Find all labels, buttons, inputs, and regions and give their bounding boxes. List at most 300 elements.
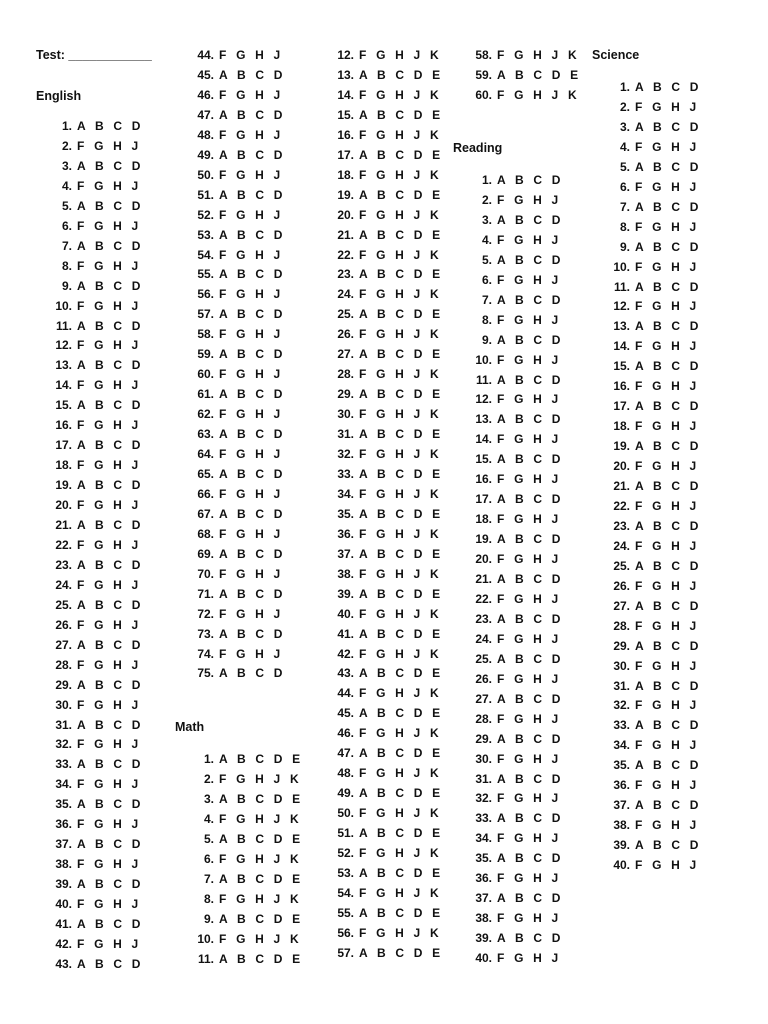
question-number: 4. xyxy=(61,178,72,193)
answer-row-math-12-18 xyxy=(332,165,442,185)
answer-choices: F G H J K xyxy=(359,885,442,900)
question-number: 3. xyxy=(481,212,492,227)
answer-row-english-1-34 xyxy=(52,774,141,794)
answer-row-math-12-48 xyxy=(332,763,442,783)
answer-row-math-reading-1-7 xyxy=(470,290,564,310)
question-number: 5. xyxy=(203,831,214,846)
answer-row-english-math-44-62 xyxy=(192,404,283,424)
question-number: 38. xyxy=(55,857,72,872)
answer-row-english-math-1-9 xyxy=(192,909,303,929)
answer-choices: F G H J xyxy=(635,299,700,314)
answer-choices: F G H J xyxy=(219,247,284,262)
answer-row-english-1-19 xyxy=(52,475,144,495)
answer-row-english-math-44-58 xyxy=(192,324,283,344)
question-number: 54. xyxy=(197,247,214,262)
answer-choices: F G H J xyxy=(497,831,562,846)
answer-row-english-1-2 xyxy=(52,136,141,156)
answer-choices: F G H J K xyxy=(359,207,442,222)
answer-row-english-math-44-63 xyxy=(192,424,286,444)
answer-choices: A B C D xyxy=(497,372,564,387)
answer-row-english-1-28 xyxy=(52,655,141,675)
answer-choices: F G H J xyxy=(497,312,562,327)
question-number: 24. xyxy=(613,538,630,553)
answer-row-math-reading-1-3 xyxy=(470,210,564,230)
answer-choices: A B C D xyxy=(77,358,144,373)
answer-row-english-math-44-44 xyxy=(192,45,283,65)
answer-choices: A B C D xyxy=(219,666,286,681)
answer-choices: F G H J xyxy=(497,392,562,407)
answer-row-english-math-1-6 xyxy=(192,849,302,869)
question-number: 13. xyxy=(475,412,492,427)
question-number: 41. xyxy=(55,917,72,931)
answer-choices: F G H J xyxy=(497,871,562,886)
answer-choices: A B C D xyxy=(635,159,702,174)
answer-row-english-1-15 xyxy=(52,395,144,415)
question-number: 19. xyxy=(475,532,492,547)
answer-choices: A B C D xyxy=(77,837,144,852)
question-number: 45. xyxy=(337,706,354,721)
answer-row-science-1-35 xyxy=(608,755,702,775)
answer-row-science-1-26 xyxy=(608,576,699,596)
answer-row-math-12-27 xyxy=(332,344,443,364)
question-number: 16. xyxy=(613,379,630,394)
question-number: 53. xyxy=(197,227,214,242)
answer-choices: A B C D xyxy=(497,891,564,906)
answer-row-math-12-29 xyxy=(332,384,443,404)
question-number: 24. xyxy=(475,631,492,646)
question-number: 19. xyxy=(337,187,354,202)
answer-row-math-reading-1-13 xyxy=(470,409,564,429)
answer-row-math-reading-1-1 xyxy=(470,170,564,190)
answer-row-science-1-18 xyxy=(608,416,699,436)
answer-choices: A B C D xyxy=(497,173,564,187)
answer-choices: F G H J K xyxy=(497,48,580,62)
answer-choices: F G H J xyxy=(219,48,284,62)
question-number: 39. xyxy=(55,877,72,892)
answer-row-science-1-31 xyxy=(608,676,702,696)
answer-row-math-reading-1-37 xyxy=(470,888,564,908)
answer-choices: F G H J K xyxy=(359,925,442,940)
question-number: 54. xyxy=(337,885,354,900)
question-number: 58. xyxy=(197,327,214,342)
answer-row-english-math-44-66 xyxy=(192,484,283,504)
answer-choices: A B C D xyxy=(77,797,144,812)
answer-row-math-12-42 xyxy=(332,644,442,664)
question-number: 53. xyxy=(337,865,354,880)
answer-row-math-reading-58-58 xyxy=(470,45,580,65)
answer-choices: F G H J xyxy=(635,698,700,713)
answer-choices: F G H J xyxy=(497,512,562,527)
answer-choices: F G H J xyxy=(77,777,142,792)
question-number: 23. xyxy=(55,557,72,572)
question-number: 43. xyxy=(55,956,72,971)
question-number: 11. xyxy=(55,318,72,333)
answer-row-science-1-40 xyxy=(608,855,699,875)
question-number: 7. xyxy=(203,871,214,886)
answer-row-english-math-44-69 xyxy=(192,544,286,564)
answer-choices: A B C D xyxy=(635,119,702,134)
question-number: 66. xyxy=(197,486,214,501)
question-number: 14. xyxy=(613,339,630,354)
question-number: 12. xyxy=(55,338,72,353)
answer-row-science-1-13 xyxy=(608,316,702,336)
answer-choices: F G H J xyxy=(635,618,700,633)
answer-row-math-12-22 xyxy=(332,245,442,265)
answer-choices: F G H J xyxy=(635,818,700,833)
answer-choices: A B C D xyxy=(497,611,564,626)
answer-choices: A B C D E xyxy=(219,871,304,886)
question-number: 68. xyxy=(197,526,214,541)
answer-choices: F G H J xyxy=(497,631,562,646)
answer-choices: A B C D xyxy=(497,492,564,507)
question-number: 28. xyxy=(55,657,72,672)
question-number: 12. xyxy=(337,48,354,62)
answer-choices: A B C D xyxy=(497,212,564,227)
answer-row-english-math-1-3 xyxy=(192,789,303,809)
question-number: 55. xyxy=(337,905,354,920)
answer-row-science-1-17 xyxy=(608,396,702,416)
question-number: 74. xyxy=(197,646,214,661)
question-number: 71. xyxy=(197,586,214,601)
question-number: 27. xyxy=(337,347,354,362)
answer-choices: F G H J xyxy=(497,591,562,606)
answer-row-english-math-44-57 xyxy=(192,304,286,324)
question-number: 40. xyxy=(475,951,492,966)
answer-choices: A B C D E xyxy=(219,911,304,926)
question-number: 22. xyxy=(55,537,72,552)
question-number: 52. xyxy=(337,846,354,860)
answer-choices: A B C D xyxy=(219,347,286,362)
answer-choices: F G H J xyxy=(77,378,142,393)
question-number: 34. xyxy=(55,777,72,792)
answer-row-math-reading-1-5 xyxy=(470,250,564,270)
answer-choices: F G H J xyxy=(497,951,562,966)
question-number: 55. xyxy=(197,267,214,282)
question-number: 27. xyxy=(613,598,630,613)
question-number: 56. xyxy=(197,287,214,302)
question-number: 31. xyxy=(613,678,630,693)
question-number: 32. xyxy=(475,791,492,806)
answer-choices: F G H J K xyxy=(359,606,442,621)
answer-choices: A B C D E xyxy=(359,147,444,162)
question-number: 19. xyxy=(55,478,72,493)
answer-row-math-reading-1-15 xyxy=(470,449,564,469)
question-number: 49. xyxy=(337,786,354,801)
answer-choices: F G H J xyxy=(635,538,700,553)
question-number: 7. xyxy=(481,292,492,307)
answer-row-english-math-44-64 xyxy=(192,444,283,464)
answer-choices: F G H J xyxy=(77,657,142,672)
answer-choices: F G H J xyxy=(635,858,700,873)
answer-row-science-1-16 xyxy=(608,376,699,396)
question-number: 15. xyxy=(337,107,354,122)
answer-row-english-1-25 xyxy=(52,595,144,615)
answer-choices: A B C D E xyxy=(359,626,444,641)
question-number: 10. xyxy=(475,352,492,367)
question-number: 34. xyxy=(475,831,492,846)
question-number: 30. xyxy=(55,697,72,712)
question-number: 35. xyxy=(613,758,630,773)
answer-choices: A B C D xyxy=(635,798,702,813)
question-number: 2. xyxy=(619,99,630,114)
answer-choices: A B C D xyxy=(635,279,702,294)
answer-choices: A B C D xyxy=(635,80,702,94)
question-number: 40. xyxy=(55,897,72,912)
answer-row-english-math-44-61 xyxy=(192,384,286,404)
question-number: 15. xyxy=(613,359,630,374)
answer-choices: A B C D xyxy=(497,811,564,826)
question-number: 35. xyxy=(475,851,492,866)
question-number: 32. xyxy=(337,447,354,461)
question-number: 29. xyxy=(475,731,492,746)
answer-row-english-1-31 xyxy=(52,715,144,735)
answer-row-math-12-46 xyxy=(332,723,442,743)
answer-row-english-1-18 xyxy=(52,455,141,475)
answer-row-math-reading-1-26 xyxy=(470,669,561,689)
answer-choices: F G H J xyxy=(497,911,562,926)
answer-choices: A B C D xyxy=(77,518,144,532)
question-number: 20. xyxy=(475,552,492,567)
answer-row-science-1-29 xyxy=(608,636,702,656)
answer-row-science-1-19 xyxy=(608,436,702,456)
question-number: 7. xyxy=(619,199,630,214)
answer-choices: A B C D xyxy=(219,466,286,481)
answer-row-english-1-27 xyxy=(52,635,144,655)
answer-row-math-12-54 xyxy=(332,883,442,903)
answer-choices: F G H J xyxy=(219,606,284,621)
answer-choices: A B C D xyxy=(497,412,564,427)
answer-row-math-12-57 xyxy=(332,943,443,963)
answer-choices: F G H J K xyxy=(359,447,442,461)
question-number: 48. xyxy=(337,766,354,781)
question-number: 31. xyxy=(55,717,72,732)
answer-choices: F G H J K xyxy=(359,127,442,142)
answer-row-english-1-8 xyxy=(52,256,141,276)
answer-choices: A B C D xyxy=(635,518,702,533)
answer-row-math-reading-58-59 xyxy=(470,65,581,85)
question-number: 59. xyxy=(475,67,492,82)
answer-choices: A B C D xyxy=(77,757,144,772)
answer-choices: F G H J K xyxy=(359,646,442,661)
question-number: 2. xyxy=(481,192,492,207)
answer-choices: A B C D xyxy=(77,158,144,173)
question-number: 6. xyxy=(61,218,72,233)
answer-choices: A B C D xyxy=(77,278,144,293)
answer-choices: A B C D E xyxy=(359,746,444,761)
answer-row-math-12-32 xyxy=(332,444,442,464)
answer-row-english-math-44-51 xyxy=(192,185,286,205)
answer-row-english-math-44-54 xyxy=(192,245,283,265)
answer-choices: A B C D E xyxy=(219,831,304,846)
question-number: 25. xyxy=(337,307,354,322)
answer-row-math-reading-1-2 xyxy=(470,190,561,210)
answer-choices: A B C D xyxy=(219,626,286,641)
answer-choices: F G H J xyxy=(77,697,142,712)
question-number: 39. xyxy=(613,838,630,853)
answer-row-science-1-3 xyxy=(608,117,702,137)
answer-choices: F G H J xyxy=(635,259,700,274)
test-label: Test: ____________ xyxy=(36,48,152,62)
answer-choices: F G H J xyxy=(77,936,142,951)
question-number: 75. xyxy=(197,666,214,681)
question-number: 38. xyxy=(475,911,492,926)
question-number: 11. xyxy=(475,372,492,387)
answer-row-math-12-49 xyxy=(332,783,443,803)
answer-row-math-12-35 xyxy=(332,504,443,524)
answer-row-english-1-24 xyxy=(52,575,141,595)
question-number: 44. xyxy=(337,686,354,701)
question-number: 12. xyxy=(475,392,492,407)
question-number: 25. xyxy=(55,597,72,612)
answer-choices: A B C D xyxy=(635,239,702,254)
answer-choices: F G H J xyxy=(635,99,700,114)
question-number: 31. xyxy=(475,771,492,786)
question-number: 9. xyxy=(481,332,492,347)
answer-choices: F G H J K xyxy=(359,367,442,382)
answer-row-science-1-11 xyxy=(608,277,702,297)
answer-choices: F G H J K xyxy=(497,87,580,102)
answer-row-math-12-34 xyxy=(332,484,442,504)
answer-row-math-12-25 xyxy=(332,304,443,324)
question-number: 40. xyxy=(613,858,630,873)
question-number: 63. xyxy=(197,427,214,442)
question-number: 21. xyxy=(475,572,492,586)
answer-choices: F G H J xyxy=(219,207,284,222)
answer-choices: A B C D xyxy=(219,546,286,561)
question-number: 23. xyxy=(337,267,354,282)
question-number: 20. xyxy=(55,498,72,513)
answer-row-math-12-41 xyxy=(332,624,443,644)
answer-choices: F G H J xyxy=(77,458,142,473)
question-number: 52. xyxy=(197,207,214,222)
answer-choices: F G H J xyxy=(77,258,142,273)
answer-row-english-math-44-50 xyxy=(192,165,283,185)
question-number: 35. xyxy=(337,506,354,521)
question-number: 33. xyxy=(613,718,630,733)
answer-row-math-reading-1-24 xyxy=(470,629,561,649)
answer-row-math-reading-1-19 xyxy=(470,529,564,549)
question-number: 36. xyxy=(475,871,492,886)
answer-row-english-1-5 xyxy=(52,196,144,216)
answer-row-science-1-28 xyxy=(608,616,699,636)
answer-row-math-12-13 xyxy=(332,65,443,85)
answer-choices: A B C D xyxy=(635,359,702,374)
answer-choices: F G H J K xyxy=(359,766,442,781)
question-number: 21. xyxy=(337,227,354,242)
question-number: 42. xyxy=(55,936,72,951)
question-number: 18. xyxy=(337,167,354,182)
question-number: 33. xyxy=(337,466,354,481)
answer-choices: A B C D xyxy=(635,718,702,733)
answer-choices: F G H J K xyxy=(359,806,442,821)
answer-choices: A B C D xyxy=(77,398,144,413)
answer-row-english-math-44-73 xyxy=(192,624,286,644)
answer-choices: A B C D E xyxy=(359,187,444,202)
answer-row-science-1-33 xyxy=(608,715,702,735)
answer-row-math-reading-1-29 xyxy=(470,729,564,749)
answer-row-english-math-1-11 xyxy=(192,949,303,969)
answer-row-math-12-38 xyxy=(332,564,442,584)
answer-row-math-reading-1-17 xyxy=(470,489,564,509)
answer-choices: A B C D xyxy=(77,119,144,133)
question-number: 58. xyxy=(475,48,492,62)
answer-row-math-12-53 xyxy=(332,863,443,883)
answer-choices: A B C D E xyxy=(359,227,444,242)
question-number: 5. xyxy=(619,159,630,174)
answer-row-math-reading-1-31 xyxy=(470,769,564,789)
answer-choices: F G H J K xyxy=(219,771,302,786)
answer-row-math-12-28 xyxy=(332,364,442,384)
question-number: 24. xyxy=(55,577,72,592)
answer-row-english-math-44-74 xyxy=(192,644,283,664)
answer-choices: A B C D xyxy=(219,387,286,402)
question-number: 15. xyxy=(55,398,72,413)
answer-row-math-reading-1-20 xyxy=(470,549,561,569)
answer-choices: F G H J xyxy=(77,178,142,193)
question-number: 46. xyxy=(337,726,354,741)
answer-row-science-1-20 xyxy=(608,456,699,476)
answer-choices: F G H J xyxy=(635,219,700,234)
answer-row-english-1-26 xyxy=(52,615,141,635)
answer-row-math-12-56 xyxy=(332,923,442,943)
question-number: 25. xyxy=(475,651,492,666)
answer-choices: A B C D xyxy=(635,439,702,454)
answer-choices: F G H J K xyxy=(359,486,442,501)
question-number: 8. xyxy=(61,258,72,273)
question-number: 10. xyxy=(55,298,72,313)
question-number: 17. xyxy=(337,147,354,162)
answer-row-science-1-8 xyxy=(608,217,699,237)
answer-choices: A B C D E xyxy=(219,752,304,766)
answer-choices: F G H J xyxy=(219,407,284,422)
answer-row-english-1-20 xyxy=(52,495,141,515)
answer-row-math-12-50 xyxy=(332,803,442,823)
question-number: 4. xyxy=(481,232,492,247)
answer-choices: F G H J xyxy=(635,738,700,753)
answer-choices: F G H J xyxy=(77,577,142,592)
answer-row-english-1-21 xyxy=(52,515,144,535)
answer-choices: F G H J xyxy=(497,352,562,367)
question-number: 67. xyxy=(197,506,214,521)
question-number: 10. xyxy=(613,259,630,274)
question-number: 24. xyxy=(337,287,354,302)
answer-choices: F G H J K xyxy=(219,811,302,826)
question-number: 51. xyxy=(197,187,214,202)
section-heading-reading: Reading xyxy=(453,141,503,155)
answer-choices: A B C D xyxy=(77,557,144,572)
answer-choices: A B C D xyxy=(635,678,702,693)
answer-row-english-1-41 xyxy=(52,914,144,934)
question-number: 2. xyxy=(203,771,214,786)
question-number: 40. xyxy=(337,606,354,621)
answer-choices: A B C D xyxy=(497,532,564,547)
question-number: 9. xyxy=(203,911,214,926)
answer-row-math-reading-1-8 xyxy=(470,310,561,330)
answer-choices: F G H J xyxy=(635,179,700,194)
question-number: 42. xyxy=(337,646,354,661)
question-number: 9. xyxy=(619,239,630,254)
question-number: 4. xyxy=(203,811,214,826)
answer-choices: A B C D xyxy=(219,67,286,82)
answer-choices: A B C D E xyxy=(359,945,444,960)
answer-choices: F G H J K xyxy=(219,851,302,866)
question-number: 44. xyxy=(197,48,214,62)
answer-row-math-12-31 xyxy=(332,424,443,444)
answer-row-science-1-7 xyxy=(608,197,702,217)
answer-choices: A B C D xyxy=(635,199,702,214)
answer-row-math-reading-1-25 xyxy=(470,649,564,669)
answer-row-english-1-30 xyxy=(52,695,141,715)
